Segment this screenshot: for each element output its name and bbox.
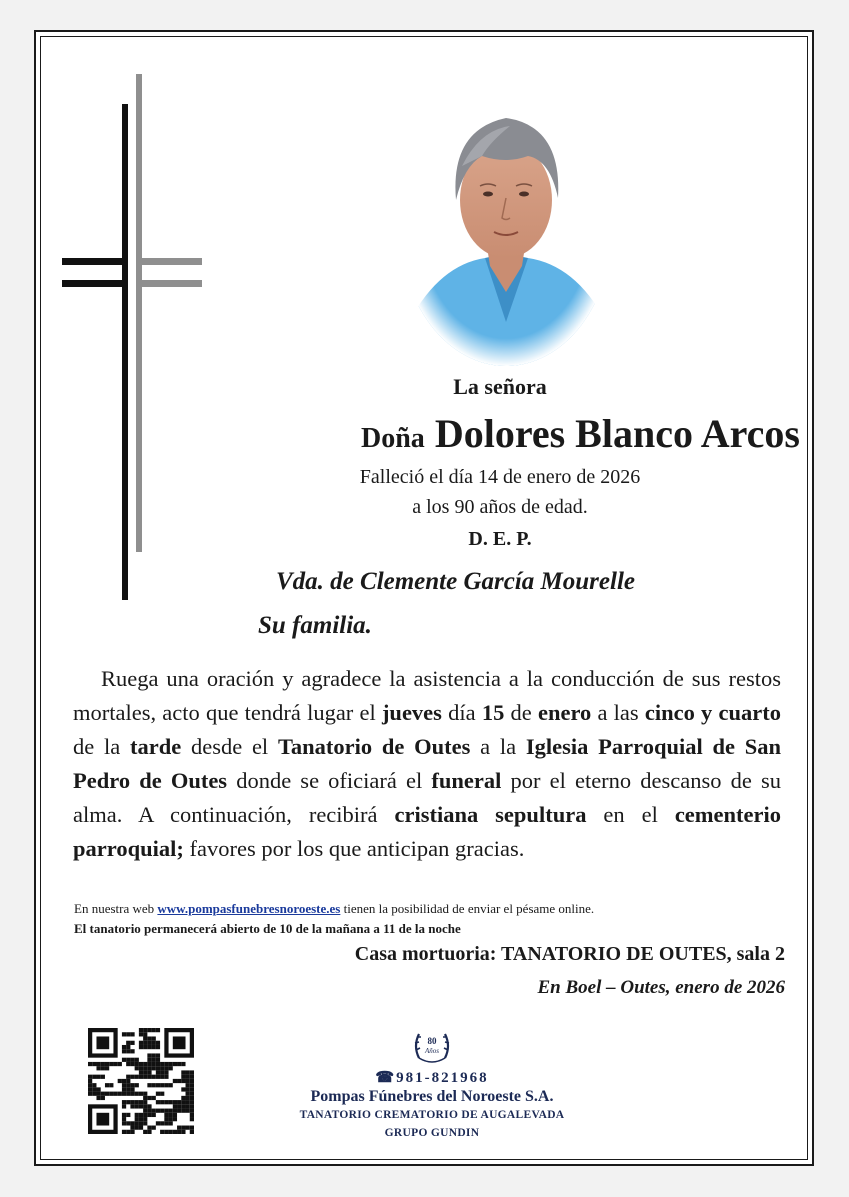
portrait-photo — [400, 90, 612, 366]
deceased-name — [240, 410, 800, 457]
body-text-segment: en el — [586, 802, 675, 827]
rip-line: D. E. P. — [468, 528, 532, 550]
company-group: GRUPO GUNDIN — [384, 1127, 480, 1139]
body-emphasis: 15 — [481, 700, 505, 725]
body-emphasis: tarde — [129, 734, 182, 759]
body-text-segment: Ruega una oración y agradece la asistencia a la conducción de sus restos mortales, acto que tendrá lugar el — [73, 666, 781, 725]
body-text-segment: a la — [470, 734, 526, 759]
announcement-body — [73, 662, 781, 866]
body-text-segment: día — [441, 700, 482, 725]
phone-number[interactable]: 981-821968 — [396, 1070, 489, 1086]
phone-icon: ☎ — [375, 1070, 397, 1086]
place-date: En Boel – Outes, enero de 2026 — [537, 977, 785, 998]
body-emphasis: cinco y cuarto — [644, 700, 781, 725]
body-emphasis: cristiana sepultura — [394, 802, 587, 827]
body-emphasis: cementerio parroquial; — [73, 802, 781, 861]
casa-mortuoria: Casa mortuoria: TANATORIO DE OUTES, sala 2 — [354, 943, 785, 965]
body-text-segment: de — [504, 700, 538, 725]
company-subtitle: TANATORIO CREMATORIO DE AUGALEVADA — [299, 1109, 565, 1121]
web-note-suffix: tienen la posibilidad de enviar el pésame online. — [340, 901, 595, 916]
body-text-segment: de la — [73, 734, 130, 759]
body-emphasis: enero — [537, 700, 592, 725]
anniversary-word: Años — [425, 1047, 439, 1055]
body-text-segment: a las — [591, 700, 645, 725]
date-of-death: Falleció el día 14 de enero de 2026 — [359, 466, 641, 488]
company-name: Pompas Fúnebres del Noroeste S.A. — [310, 1088, 554, 1105]
name-main: Dolores Blanco Arcos — [434, 411, 800, 456]
anniversary-badge-icon — [411, 1028, 453, 1066]
body-emphasis: Tanatorio de Outes — [277, 734, 471, 759]
body-text-segment: donde se oficiará el — [227, 768, 432, 793]
family-line: Su familia. — [258, 612, 372, 639]
cross-icon — [62, 74, 204, 600]
anniversary-number: 80 — [427, 1036, 437, 1046]
body-text-segment: por el eterno descanso de su alma. A continuación, recibirá — [73, 768, 781, 827]
body-text-segment: desde el — [181, 734, 278, 759]
web-note — [74, 901, 594, 917]
body-emphasis: jueves — [381, 700, 442, 725]
age-line: a los 90 años de edad. — [412, 496, 588, 518]
qr-code[interactable] — [88, 1028, 194, 1134]
phone-line — [300, 1068, 564, 1087]
widow-line: Vda. de Clemente García Mourelle — [276, 568, 635, 595]
website-link[interactable]: www.pompasfunebresnoroeste.es — [157, 901, 341, 916]
body-text-segment: favores por los que anticipan gracias. — [183, 836, 525, 861]
name-prefix: Doña — [361, 423, 425, 454]
body-emphasis: Iglesia Parroquial de San Pedro de Outes — [73, 734, 782, 793]
body-emphasis: funeral — [431, 768, 502, 793]
web-note-prefix: En nuestra web — [74, 901, 158, 916]
hours-note: El tanatorio permanecerá abierto de 10 de la mañana a 11 de la noche — [74, 921, 461, 936]
title-small: La señora — [453, 374, 547, 399]
